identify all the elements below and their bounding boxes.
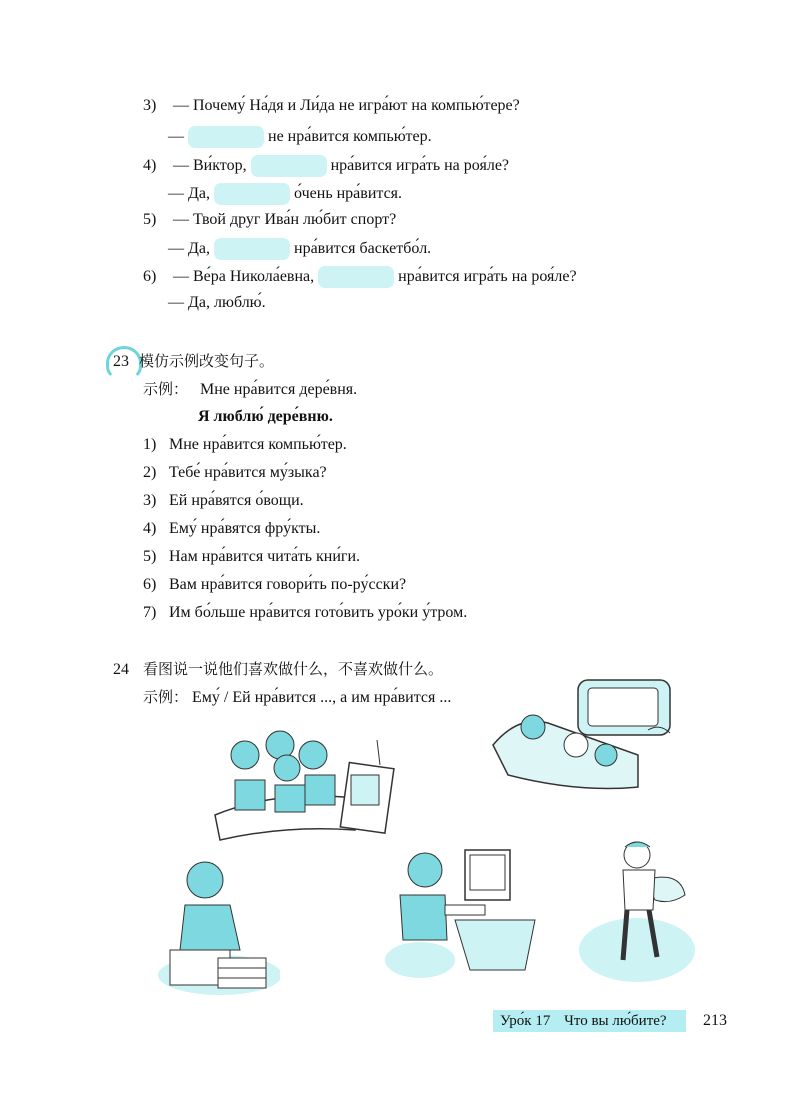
ex23-item	[143, 490, 304, 512]
item-number: 1)	[143, 436, 157, 453]
item-text: Вам нра́вится говори́ть по-ру́сски?	[169, 576, 407, 593]
item-text: Им бо́льше нра́вится гото́вить уро́ки у́тром.	[169, 604, 468, 621]
ex23-item	[143, 574, 406, 596]
ex22-item-4-question	[143, 155, 509, 177]
ex23-item	[143, 602, 467, 624]
answer-lead: — Да,	[168, 185, 211, 202]
item-text: Ему́ нра́вятся фру́кты.	[169, 520, 321, 537]
ex23-example	[143, 378, 357, 401]
answer-text: не нра́вится компью́тер.	[268, 128, 432, 145]
footer-lesson-label	[500, 1010, 667, 1032]
question-blank[interactable]	[318, 266, 394, 288]
item-number: 3)	[143, 97, 157, 114]
item-number: 4)	[143, 157, 157, 174]
ex23-item	[143, 546, 360, 568]
boy-walking-illustration	[575, 835, 700, 995]
exercise-number: 23	[113, 353, 129, 370]
question-text: — Ве́ра Никола́евна,	[173, 268, 315, 285]
item-number: 7)	[143, 604, 157, 621]
ex22-item-4-answer	[168, 183, 402, 205]
answer-text: о́чень нра́вится.	[294, 185, 403, 202]
answer-dash: —	[168, 128, 184, 145]
group-of-girls-watching-tv-illustration	[205, 720, 405, 845]
ex23-example-answer: Я люблю́ дере́вню.	[198, 408, 333, 425]
example-label: 示例：	[143, 380, 189, 398]
example-sentence: Мне нра́вится дере́вня.	[200, 381, 358, 398]
question-text: — Почему́ На́дя и Ли́да не игра́ют на компью́тере?	[173, 97, 520, 114]
answer-text: — Да, люблю́.	[168, 294, 266, 311]
ex22-item-6-question	[143, 266, 577, 288]
question-text-end: нра́вится игра́ть на роя́ле?	[330, 157, 510, 174]
footer-lesson-title: Что вы лю́бите?	[564, 1013, 667, 1029]
family-on-sofa-tv-illustration	[488, 675, 683, 805]
exercise-instruction: 模仿示例改变句子。	[139, 352, 275, 370]
question-blank[interactable]	[251, 155, 327, 177]
ex22-item-6-answer	[168, 292, 266, 314]
exercise-instruction: 看图说一说他们喜欢做什么，不喜欢做什么。	[143, 660, 444, 678]
girl-at-computer-illustration	[375, 840, 540, 1000]
item-text: Тебе́ нра́вится му́зыка?	[169, 464, 327, 481]
page-number: 213	[703, 1012, 727, 1029]
ex24-header	[113, 658, 443, 681]
question-text: — Твой друг Ива́н лю́бит спорт?	[173, 211, 397, 228]
girl-reading-books-illustration	[150, 850, 280, 1000]
item-text: Нам нра́вится чита́ть кни́ги.	[169, 548, 361, 565]
ex22-item-5-answer	[168, 238, 431, 260]
answer-blank[interactable]	[214, 238, 290, 260]
answer-blank[interactable]	[214, 183, 290, 205]
ex24-example	[143, 686, 451, 709]
ex22-item-3-question	[143, 95, 520, 117]
footer-lesson-number: Уро́к 17	[500, 1013, 551, 1029]
example-text: Ему́ / Ей нра́вится ..., а им нра́вится ...	[192, 689, 452, 706]
answer-blank[interactable]	[188, 126, 264, 148]
item-number: 2)	[143, 464, 157, 481]
ex22-item-5-question	[143, 209, 396, 231]
item-text: Ей нра́вятся о́вощи.	[169, 492, 304, 509]
item-number: 3)	[143, 492, 157, 509]
question-text-end: нра́вится игра́ть на роя́ле?	[398, 268, 577, 285]
answer-text: нра́вится баскетбо́л.	[294, 240, 432, 257]
item-number: 6)	[143, 576, 157, 593]
item-number: 5)	[143, 548, 157, 565]
item-number: 5)	[143, 211, 157, 228]
ex23-item	[143, 518, 320, 540]
ex23-item	[143, 434, 347, 456]
ex23-header	[113, 350, 274, 373]
example-label: 示例：	[143, 688, 189, 706]
question-text: — Ви́ктор,	[173, 157, 247, 174]
exercise-number: 24	[113, 661, 129, 678]
item-number: 4)	[143, 520, 157, 537]
ex22-item-3-answer	[168, 126, 432, 148]
item-number: 6)	[143, 268, 157, 285]
item-text: Мне нра́вится компью́тер.	[169, 436, 347, 453]
ex23-item	[143, 462, 327, 484]
answer-lead: — Да,	[168, 240, 211, 257]
